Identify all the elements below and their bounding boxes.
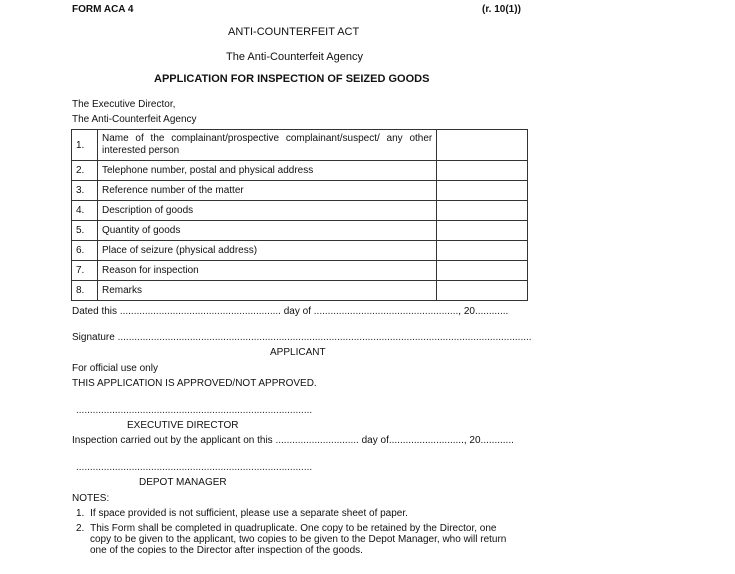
row-number: 5. [72, 221, 98, 241]
table-row [72, 281, 528, 301]
row-value-field[interactable] [437, 201, 528, 221]
row-value-field[interactable] [437, 261, 528, 281]
note-text-continued: copy to be given to the applicant, two copies to be given to the Depot Manager, who will return [90, 534, 507, 545]
row-label: Description of goods [97, 201, 436, 221]
application-table [71, 129, 528, 301]
signature-label: Signature [72, 332, 115, 343]
row-label: Remarks [97, 281, 436, 301]
note-text: If space provided is not sufficient, please use a separate sheet of paper. [90, 508, 408, 519]
row-number: 7. [72, 261, 98, 281]
note-text: This Form shall be completed in quadruplicate. One copy to be retained by the Director, one [90, 523, 497, 534]
table-row [72, 201, 528, 221]
note-item [76, 508, 408, 519]
row-number: 1. [72, 130, 98, 161]
applicant-role: APPLICANT [270, 347, 326, 358]
addressee-line-2: The Anti-Counterfeit Agency [72, 114, 197, 125]
row-value-field[interactable] [437, 281, 528, 301]
note-number: 2. [76, 523, 85, 534]
table-row [72, 130, 528, 161]
form-code: FORM ACA 4 [72, 4, 134, 15]
notes-heading: NOTES: [72, 493, 110, 504]
table-row [72, 181, 528, 201]
dated-month-field[interactable]: .................................................... [313, 306, 459, 317]
table-row [72, 161, 528, 181]
table-row [72, 261, 528, 281]
act-title: ANTI-COUNTERFEIT ACT [228, 26, 360, 38]
inspection-day-field[interactable]: .............................. [275, 435, 359, 446]
dated-day-field[interactable]: .......................................................... [119, 306, 281, 317]
dated-prefix: Dated this [72, 306, 118, 317]
dated-line [72, 306, 508, 317]
row-label: Reason for inspection [97, 261, 436, 281]
row-value-field[interactable] [437, 130, 528, 161]
depot-manager-role: DEPOT MANAGER [139, 477, 227, 488]
executive-director-role: EXECUTIVE DIRECTOR [127, 420, 239, 431]
note-item [76, 523, 496, 534]
approval-status: THIS APPLICATION IS APPROVED/NOT APPROVED. [72, 378, 317, 389]
official-use-label: For official use only [72, 363, 158, 374]
signature-line [72, 332, 532, 343]
row-number: 8. [72, 281, 98, 301]
row-number: 6. [72, 241, 98, 261]
dated-year-field[interactable]: , 20............ [458, 306, 509, 317]
row-number: 3. [72, 181, 98, 201]
row-label: Place of seizure (physical address) [97, 241, 436, 261]
row-label: Quantity of goods [97, 221, 436, 241]
signature-field[interactable]: ..................................................................................................................................................... [117, 332, 532, 343]
row-value-field[interactable] [437, 181, 528, 201]
depot-signature-field[interactable]: ..................................................................................... [76, 462, 313, 473]
note-number: 1. [76, 508, 85, 519]
row-value-field[interactable] [437, 241, 528, 261]
row-label: Name of the complainant/prospective complainant/suspect/ any other interested person [97, 130, 436, 161]
inspection-line [72, 435, 514, 446]
row-label: Telephone number, postal and physical address [97, 161, 436, 181]
inspection-day-of-field[interactable]: day of........................... [361, 435, 464, 446]
note-text-continued: one of the copies to the Director after inspection of the goods. [90, 545, 363, 556]
dated-day-of: day of [283, 306, 311, 317]
agency-name: The Anti-Counterfeit Agency [226, 51, 363, 63]
row-number: 4. [72, 201, 98, 221]
rule-reference: (r. 10(1)) [482, 4, 521, 15]
inspection-year-field[interactable]: , 20............ [463, 435, 514, 446]
row-value-field[interactable] [437, 161, 528, 181]
form-title: APPLICATION FOR INSPECTION OF SEIZED GOODS [154, 73, 430, 85]
table-row [72, 241, 528, 261]
addressee-line-1: The Executive Director, [72, 99, 176, 110]
row-label: Reference number of the matter [97, 181, 436, 201]
row-value-field[interactable] [437, 221, 528, 241]
executive-signature-field[interactable]: ..................................................................................... [76, 405, 313, 416]
inspection-prefix: Inspection carried out by the applicant on this [72, 435, 273, 446]
row-number: 2. [72, 161, 98, 181]
table-row [72, 221, 528, 241]
